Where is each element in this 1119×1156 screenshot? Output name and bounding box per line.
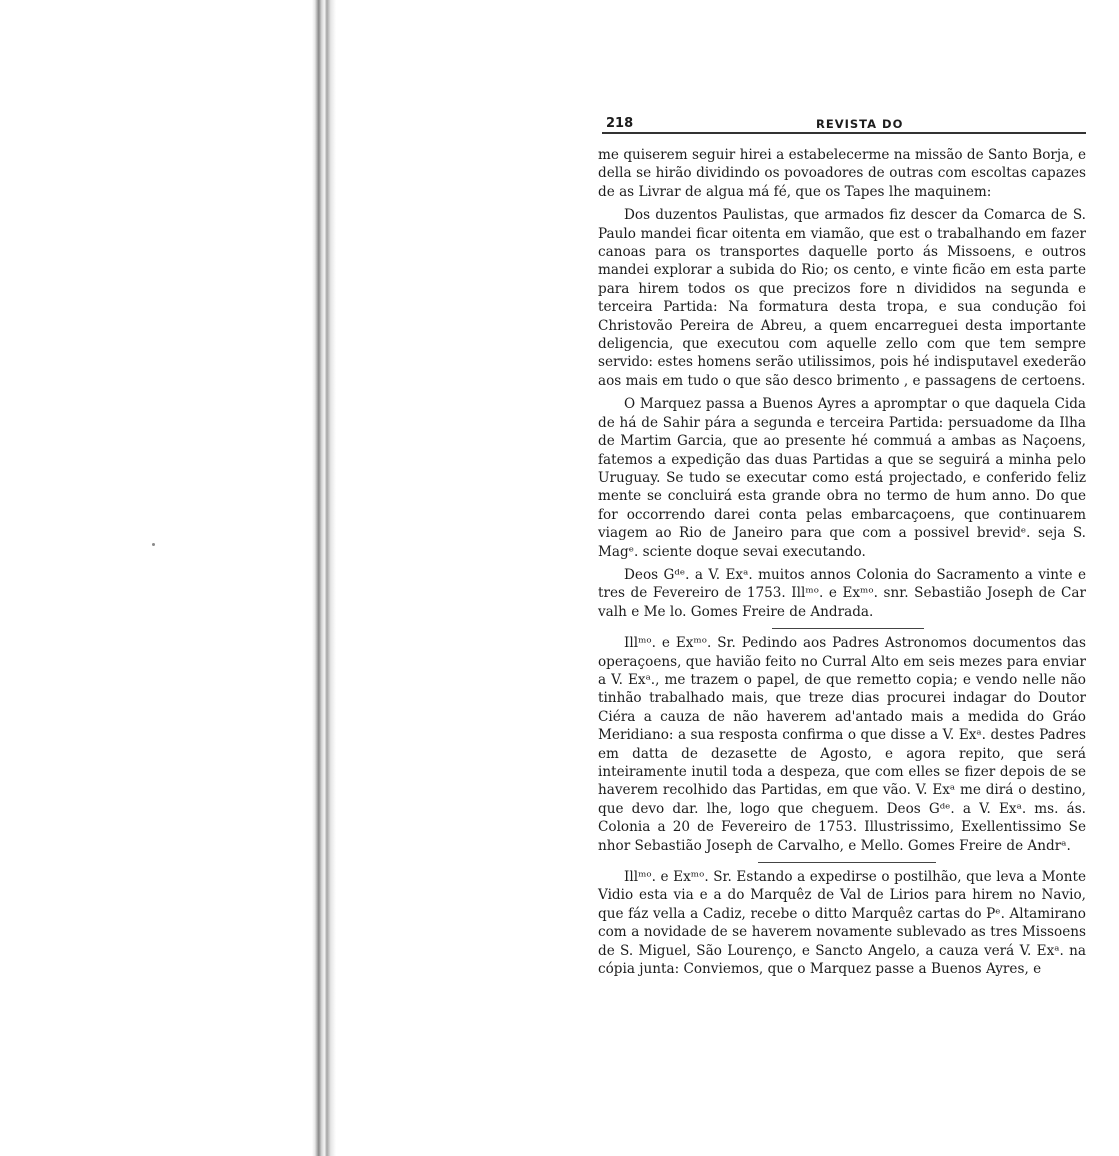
section-divider bbox=[758, 862, 936, 863]
page-text bbox=[598, 146, 1086, 978]
paragraph-continuation: me quiserem seguir hirei a estabelecerme na missão de Santo Borja, e della se hirão dividindo os povoadores de outras com escoltas capazes de as Livrar de algua má fé, que os Tapes lhe maquinem: bbox=[598, 147, 1086, 200]
paragraph-paulistas: Dos duzentos Paulistas, que armados fiz descer da Comarca de S. Paulo mandei ficar oitenta em viamão, que est o trabalhando em fazer canoas para os transportes daquelle porto ás Missoens, e outros mandei explorar a subida do Rio; os cento, e vinte ficão em esta parte para hirem todos os que precizos fore n divididos na segunda e terceira Partida: Na formatura desta tropa, e sua condução foi Christovão Pereira de Abreu, a quem encarreguei desta importante deligencia, que executou com aquelle zello com que tem sempre servido: estes homens serão utilissimos, pois hé indisputavel exederão aos mais em tudo o que são desco brimento , e passagens de certoens. bbox=[598, 207, 1086, 389]
letter-postilhao: Illᵐᵒ. e Exᵐᵒ. Sr. Estando a expedirse o postilhão, que leva a Monte Vidio esta via e a do Marquêz de Val de Lirios para hirem no Navio, que fáz vella a Cadiz, recebe o ditto Marquêz cartas do Pᵉ. Altamirano com a novidade de se haverem novamente sublevado as tres Missoens de S. Miguel, São Lourenço, e Sancto Angelo, a cauza verá V. Exᵃ. na cópia junta: Conviemos, que o Marquez passe a Buenos Ayres, e bbox=[598, 869, 1086, 978]
book-gutter bbox=[312, 0, 336, 1156]
running-head: REVISTA DO bbox=[816, 117, 904, 131]
section-divider bbox=[772, 628, 924, 629]
letter-closing: Deos Gᵈᵉ. a V. Exᵃ. muitos annos Colonia do Sacramento a vinte e tres de Fevereiro de 1753. Illᵐᵒ. e Exᵐᵒ. snr. Sebastião Joseph de Car valh e Me lo. Gomes Freire de Andrada. bbox=[598, 566, 1086, 620]
page-header bbox=[598, 110, 1086, 132]
paragraph-marquez: O Marquez passa a Buenos Ayres a apromptar o que daquela Cida de há de Sahir pára a segunda e terceira Partida: persuadome da Ilha de Martim Garcia, que ao presente hé commuá a ambas as Naçoens, fatemos a expedição das duas Partidas a que se seguirá a minha pelo Uruguay. Se tudo se executar como está projectado, e conferido feliz mente se concluirá esta grande obra no termo de hum anno. Do que for occorrendo darei conta pelas embarcaçoens, que continuarem viagem ao Rio de Janeiro para que com a possivel brevidᵉ. seja S. Magᵉ. sciente doque sevai executando. bbox=[598, 396, 1086, 560]
page-number: 218 bbox=[606, 116, 634, 131]
book-page bbox=[598, 110, 1086, 978]
letter-astronomos: Illᵐᵒ. e Exᵐᵒ. Sr. Pedindo aos Padres Astronomos documentos das operaçoens, que havião feito no Curral Alto em seis mezes para enviar a V. Exᵃ., me trazem o papel, de que remetto copia; e vendo nelle não tinhão trabalhado mais, que treze dias procurei indagar do Doutor Ciéra a cauza de não haverem ad'antado mais a medida do Gráo Meridiano: a sua resposta confirma o que disse a V. Exᵃ. destes Padres em datta de dezasette de Agosto, e agora repito, que será inteiramente inutil toda a despeza, que com elles se fizer depois de se haverem recolhido das Partidas, em que vão. V. Exᵃ me dirá o destino, que devo dar. lhe, logo que cheguem. Deos Gᵈᵉ. a V. Exᵃ. ms. ás. Colonia a 20 de Fevereiro de 1753. Illustrissimo, Exellentissimo Se nhor Sebastião Joseph de Carvalho, e Mello. Gomes Freire de Andrᵃ. bbox=[598, 635, 1086, 854]
scan-speck bbox=[152, 543, 155, 546]
header-rule bbox=[602, 132, 1086, 134]
